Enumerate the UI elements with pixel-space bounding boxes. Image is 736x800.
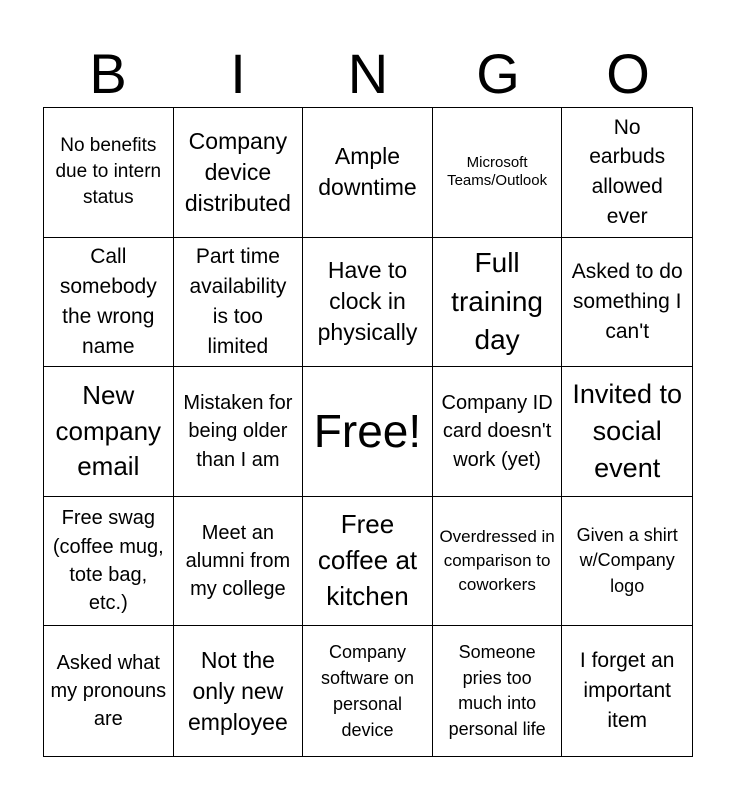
header-letter-i: I (230, 42, 246, 105)
bingo-cell[interactable] (174, 108, 304, 238)
cell-text: Asked to do something I can't (571, 260, 683, 343)
bingo-cell[interactable] (303, 497, 433, 627)
cell-text: Not the only new employee (188, 646, 288, 735)
cell-text: Mistaken for being older than I am (183, 391, 293, 471)
bingo-cell[interactable] (433, 367, 563, 497)
bingo-cell[interactable] (44, 367, 174, 497)
cell-text: Asked what my pronouns are (50, 651, 167, 731)
bingo-cell[interactable] (562, 108, 692, 238)
bingo-cell[interactable] (433, 238, 563, 368)
cell-text: Ample downtime (318, 143, 417, 201)
free-space-text: Free! (313, 405, 422, 458)
cell-text: Meet an alumni from my college (185, 521, 291, 601)
bingo-cell[interactable] (303, 238, 433, 368)
bingo-cell[interactable] (44, 497, 174, 627)
bingo-cell[interactable] (174, 497, 304, 627)
cell-text: Have to clock in physically (317, 257, 418, 346)
header-letter-o: O (606, 42, 650, 105)
cell-text: Invited to social event (572, 378, 682, 484)
bingo-cell[interactable] (174, 238, 304, 368)
cell-text: New company email (55, 379, 162, 482)
bingo-cell[interactable] (303, 626, 433, 756)
bingo-cell[interactable] (174, 367, 304, 497)
cell-text: Overdressed in comparison to coworkers (439, 527, 555, 594)
bingo-cell[interactable] (562, 497, 692, 627)
cell-text: Microsoft Teams/Outlook (447, 154, 548, 190)
header-letter-n: N (347, 42, 389, 105)
bingo-header (43, 40, 693, 108)
cell-text: Company ID card doesn't work (yet) (441, 391, 553, 471)
bingo-board (43, 107, 693, 757)
cell-text: I forget an important item (579, 649, 675, 733)
cell-text: Free coffee at kitchen (317, 509, 418, 612)
cell-text: Part time availability is too limited (189, 245, 287, 358)
cell-text: Free swag (coffee mug, tote bag, etc.) (52, 507, 164, 615)
cell-text: Company device distributed (184, 127, 291, 216)
cell-text: Company software on personal device (320, 642, 415, 741)
bingo-cell[interactable] (44, 108, 174, 238)
cell-text: No benefits due to intern status (55, 134, 162, 209)
cell-text: Someone pries too much into personal life (448, 642, 546, 739)
cell-text: Call somebody the wrong name (59, 245, 157, 358)
cell-text: Full training day (451, 246, 544, 356)
bingo-cell[interactable] (562, 367, 692, 497)
bingo-cell[interactable] (303, 108, 433, 238)
bingo-cell[interactable] (433, 497, 563, 627)
bingo-cell[interactable] (562, 238, 692, 368)
bingo-cell[interactable] (433, 108, 563, 238)
free-space-cell[interactable] (303, 367, 433, 497)
bingo-cell[interactable] (562, 626, 692, 756)
cell-text: No earbuds allowed ever (589, 115, 666, 229)
bingo-cell[interactable] (433, 626, 563, 756)
header-letter-b: B (89, 42, 127, 105)
cell-text: Given a shirt w/Company logo (576, 524, 678, 596)
bingo-cell[interactable] (174, 626, 304, 756)
header-letter-g: G (476, 42, 520, 105)
bingo-cell[interactable] (44, 626, 174, 756)
bingo-cell[interactable] (44, 238, 174, 368)
